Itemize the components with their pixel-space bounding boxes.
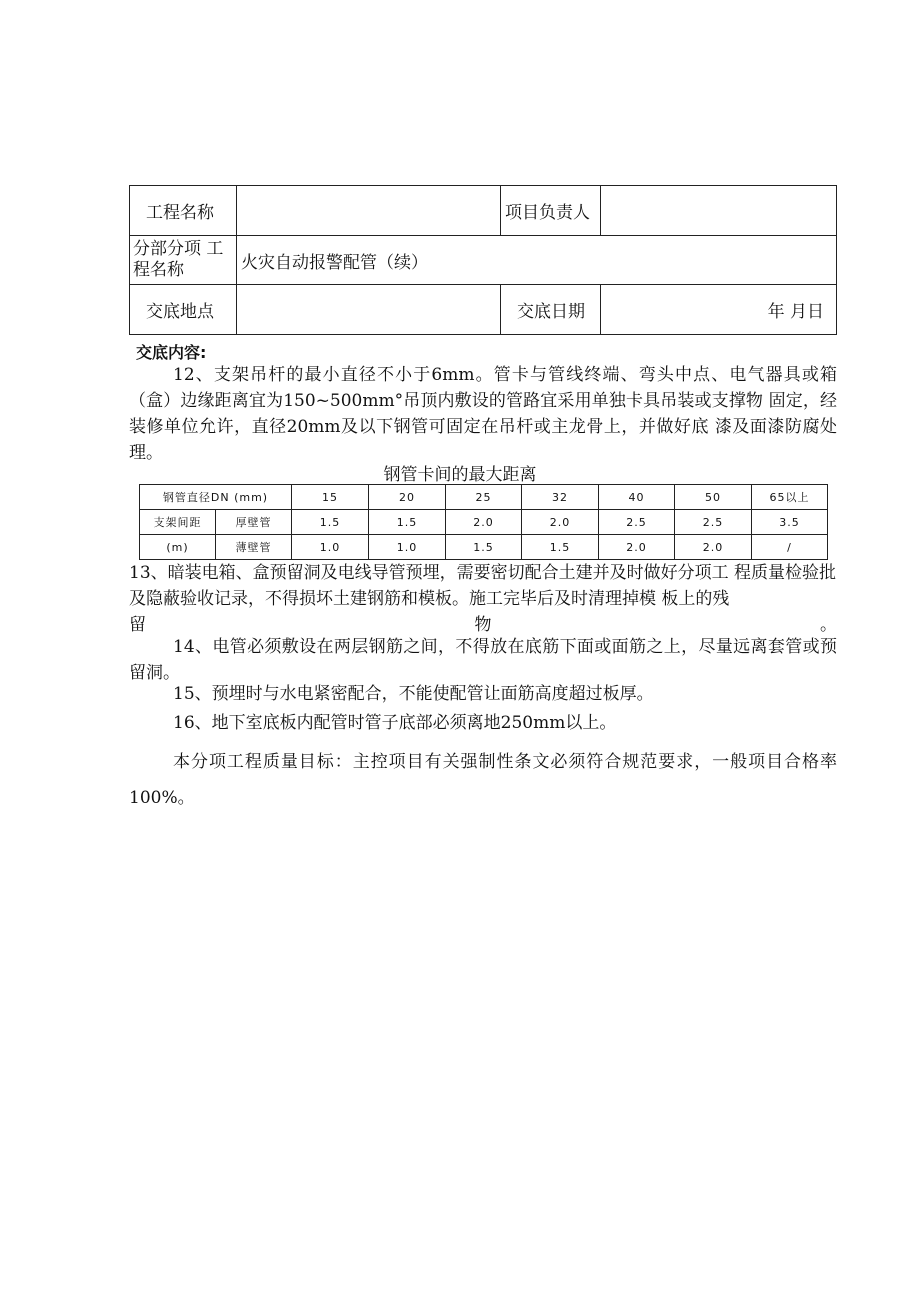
project-name-value bbox=[237, 186, 501, 236]
paragraph-13-text: 13、暗装电箱、盒预留洞及电线导管预埋，需要密切配合土建并及时做好分项工 程质量检验批及隐蔽验收记录，不得损坏土建钢筋和模板。施工完毕后及时清理掉模 板上的残 bbox=[129, 563, 837, 609]
row-label-top: 支架间距 bbox=[140, 510, 216, 535]
row-label-bottom: (m) bbox=[140, 535, 216, 560]
date-value: 年 月日 bbox=[601, 285, 837, 335]
paragraph-15: 15、预埋时与水电紧密配合，不能使配管让面筋高度超过板厚。 bbox=[173, 684, 654, 704]
content-title: 交底内容: bbox=[136, 343, 207, 362]
thin-wall-label: 薄壁管 bbox=[216, 535, 292, 560]
spacing-table bbox=[139, 484, 828, 560]
value-cell: 1.0 bbox=[369, 535, 446, 560]
diameter-header: 钢管直径DN (mm) bbox=[140, 485, 292, 510]
table-row bbox=[140, 535, 828, 560]
value-cell: 1.5 bbox=[522, 535, 599, 560]
project-leader-value bbox=[601, 186, 837, 236]
value-cell: 2.0 bbox=[599, 535, 675, 560]
paragraph-16: 16、地下室底板内配管时管子底部必须离地250mm以上。 bbox=[173, 713, 617, 733]
sub-project-value: 火灾自动报警配管（续） bbox=[237, 236, 837, 285]
value-cell: 1.5 bbox=[446, 535, 522, 560]
diameter-cell: 25 bbox=[446, 485, 522, 510]
date-label: 交底日期 bbox=[501, 285, 601, 335]
paragraph-13 bbox=[129, 560, 837, 638]
diameter-cell: 32 bbox=[522, 485, 599, 510]
location-value bbox=[237, 285, 501, 335]
diameter-cell: 20 bbox=[369, 485, 446, 510]
value-cell: 2.5 bbox=[599, 510, 675, 535]
value-cell: 1.0 bbox=[292, 535, 369, 560]
paragraph-12: 12、支架吊杆的最小直径不小于6mm。管卡与管线终端、弯头中点、电气器具或箱（盒）边缘距离宜为150~500mm°吊顶内敷设的管路宜采用单独卡具吊装或支撑物 固定，经装修单位允许，直径20mm及以下钢管可固定在吊杆或主龙骨上，并做好底 漆及面漆防腐处理。 bbox=[129, 365, 837, 463]
paragraph-13-end-c: 。 bbox=[820, 615, 837, 635]
value-cell: 2.0 bbox=[675, 535, 752, 560]
diameter-cell: 40 bbox=[599, 485, 675, 510]
value-cell: 1.5 bbox=[369, 510, 446, 535]
diameter-cell: 15 bbox=[292, 485, 369, 510]
table-row bbox=[140, 510, 828, 535]
value-cell: 2.0 bbox=[522, 510, 599, 535]
value-cell: 2.0 bbox=[446, 510, 522, 535]
value-cell: 2.5 bbox=[675, 510, 752, 535]
diameter-cell: 65以上 bbox=[752, 485, 828, 510]
diameter-cell: 50 bbox=[675, 485, 752, 510]
table-title: 钢管卡间的最大距离 bbox=[383, 465, 537, 485]
table-row bbox=[140, 485, 828, 510]
project-name-label: 工程名称 bbox=[130, 186, 237, 236]
project-leader-label: 项目负责人 bbox=[501, 186, 601, 236]
location-label: 交底地点 bbox=[130, 285, 237, 335]
quality-goal: 本分项工程质量目标：主控项目有关强制性条文必须符合规范要求，一般项目合格率100%。 bbox=[129, 752, 837, 808]
paragraph-14: 14、电管必须敷设在两层钢筋之间，不得放在底筋下面或面筋之上，尽量远离套管或预留洞。 bbox=[129, 637, 837, 683]
sub-project-label: 分部分项 工程名称 bbox=[130, 236, 237, 285]
value-cell: / bbox=[752, 535, 828, 560]
paragraph-13-end-b: 物 bbox=[474, 615, 492, 635]
header-table bbox=[129, 185, 837, 335]
paragraph-13-end-a: 留 bbox=[129, 615, 146, 635]
value-cell: 3.5 bbox=[752, 510, 828, 535]
thick-wall-label: 厚壁管 bbox=[216, 510, 292, 535]
value-cell: 1.5 bbox=[292, 510, 369, 535]
